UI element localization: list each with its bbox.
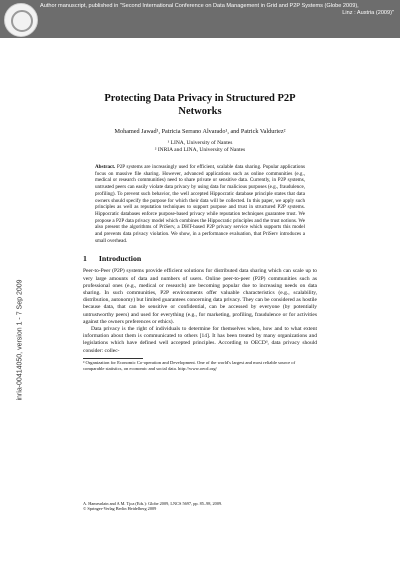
intro-paragraph-1: Peer-to-Peer (P2P) systems provide efficient solutions for distributed data sharing which can scale up to very large amounts of data and numbers of users. Online peer-to-peer (P2P) communities such as professional ones (e.g., medical or research) are becoming popular due to increasing needs on data sharing. In such communities, P2P environments offer valuable characteristics (e.g., scalability, distribution, autonomy) but limited guarantees concerning data privacy. They can be considered as hostile because data, that can be sensitive or confidential, can be accessed by everyone (by potentially untrustworthy peers) and used for everything (e.g., for marketing, profiling, fraudulence or for activities against the owners preferences or ethics). xyxy=(83,268,317,325)
publication-info-line-2: © Springer-Verlag Berlin Heidelberg 2009 xyxy=(83,506,157,512)
abstract-text: P2P systems are increasingly used for efficient, scalable data sharing. Popular applications focus on massive file sharing. However, advanced applications such as online communities (e.g., medical or research communities) need to share private or sensitive data. Currently, in P2P systems, untrusted peers can easily violate data privacy by using data for malicious purposes (e.g., fraudulence, profiling). To prevent such behavior, the well accepted Hippocratic database principle states that data owners should specify the purpose for which their data will be collected. In this paper, we apply such principles as well as reputation techniques to support purpose and trust in structured P2P systems. Hippocratic databases enforce purpose-based privacy while reputation techniques guarantee trust. We propose a P2P data privacy model which combines the Hippocratic principles and the trust notions. We also present the algorithms of PriServ, a DHT-based P2P privacy service which supports this model and prevents data privacy violation. We show, in a performance evaluation, that PriServ introduces a small overhead. xyxy=(95,164,305,244)
author-list: Mohamed Jawad¹, Patricia Serrano Alvarado¹, and Patrick Valduriez² xyxy=(114,128,286,135)
footnote-divider xyxy=(83,358,143,359)
abstract xyxy=(95,164,305,244)
affiliation-2: ² INRIA and LINA, University of Nantes xyxy=(154,147,246,153)
publication-info xyxy=(83,501,317,512)
side-identifier xyxy=(0,200,40,480)
publication-banner xyxy=(0,0,400,38)
banner-text xyxy=(40,3,394,17)
paper-page xyxy=(83,92,317,371)
introduction-body xyxy=(83,268,317,354)
banner-line-2: Linz : Austria (2009)" xyxy=(342,10,394,16)
side-identifier-text: inria-00414050, version 1 - 7 Sep 2009 xyxy=(16,279,24,401)
section-heading xyxy=(83,254,317,263)
title-line-1: Protecting Data Privacy in Structured P2P xyxy=(104,93,296,104)
affiliations xyxy=(83,140,317,154)
section-number: 1 xyxy=(83,254,87,264)
footnote: ³ Organization for Economic Co-operation and Development. One of the world's largest and most reliable source of comparable statistics, on economic and social data. http://www.oecd.org/ xyxy=(83,359,296,371)
abstract-label: Abstract. xyxy=(95,164,116,170)
intro-paragraph-2: Data privacy is the right of individuals to determine for themselves when, how and to what extent information about them is communicated to others [14]. It has been treated by many organizations and legislations which have defined well accepted principles. According to OECD³, data privacy should consider: collec- xyxy=(83,326,317,354)
affiliation-1: ¹ LINA, University of Nantes xyxy=(167,140,233,146)
banner-line-1: Author manuscript, published in "Second International Conference on Data Management in Grid and P2P Systems (Globe 2009), xyxy=(40,3,359,9)
paper-title xyxy=(83,92,317,118)
section-title: Introduction xyxy=(98,254,142,264)
hal-logo-icon xyxy=(4,3,38,37)
title-line-2: Networks xyxy=(178,106,222,117)
publication-info-line-1: A. Hameurlain and A M. Tjoa (Eds.): Globe 2009, LNCS 5697, pp. 85–98, 2009. xyxy=(83,501,223,506)
